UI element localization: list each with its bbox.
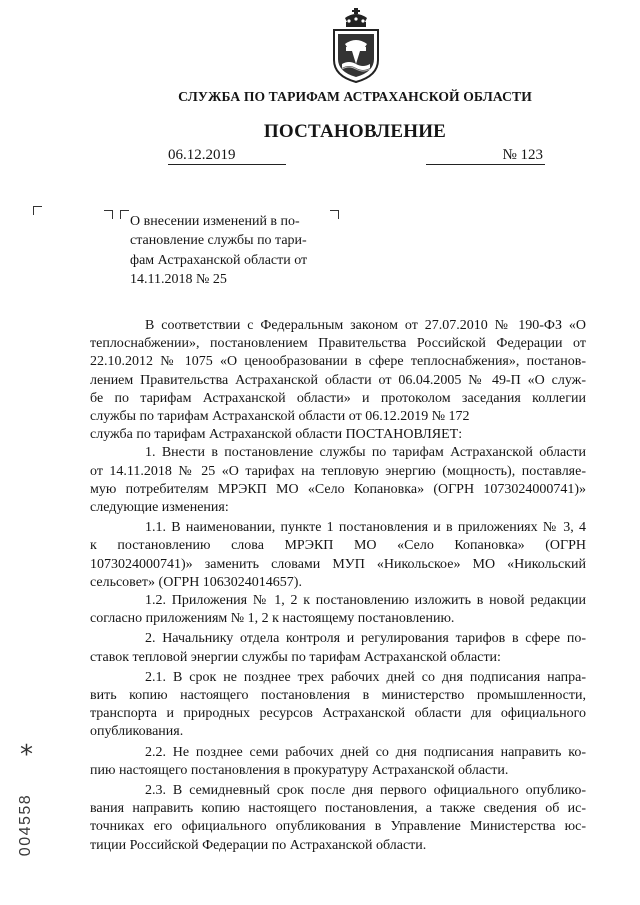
number-value: № 123 xyxy=(502,147,543,163)
organization-name: СЛУЖБА ПО ТАРИФАМ АСТРАХАНСКОЙ ОБЛАСТИ xyxy=(178,89,532,104)
coat-of-arms-icon xyxy=(331,8,381,84)
document-date xyxy=(168,146,286,165)
margin-corner-mark xyxy=(33,206,42,215)
margin-star: * xyxy=(20,740,33,770)
text-line: вания направить копию настоящего постановления, а также сведения об ис- xyxy=(90,801,586,817)
subject-line: О внесении изменений в по- xyxy=(130,214,300,229)
text-line: 2.2. Не позднее семи рабочих дней со дня подписания направить ко- xyxy=(145,744,586,760)
registration-number xyxy=(14,770,38,880)
text-line: от 14.11.2018 № 25 «О тарифах на тепловую энергию (мощность), поставляе- xyxy=(90,463,586,479)
text-line: транспорта и природных ресурсов Астраханской области для официального xyxy=(90,706,586,722)
text-line: лением Правительства Астраханской области от 06.04.2005 № 49-П «О служ- xyxy=(90,372,586,388)
text-line: согласно приложениям № 1, 2 к настоящему постановлению. xyxy=(90,611,455,627)
text-line: мую потребителям МРЭКП МО «Село Копановка» (ОГРН 1073024000741)» xyxy=(90,481,586,497)
text-line: точниках его официального опубликования в Управление Министерства юс- xyxy=(90,819,586,835)
text-line: сельсовет» (ОГРН 1063024014657). xyxy=(90,574,302,590)
registration-number-text: 004558 xyxy=(17,793,34,857)
text-line: тиции Российской Федерации по Астраханской области. xyxy=(90,837,427,853)
text-line: ставок тепловой энергии службы по тарифам Астраханской области: xyxy=(90,649,501,665)
document-subject xyxy=(130,212,330,289)
text-line: 1073024000741)» заменить словами МУП «Никольское» МО «Никольский xyxy=(90,556,586,572)
clause-1 xyxy=(90,444,586,517)
clause-2-1 xyxy=(90,669,586,742)
document-body xyxy=(90,317,586,855)
text-line: следующие изменения: xyxy=(90,500,229,516)
clause-2 xyxy=(90,630,586,666)
text-line: В соответствии с Федеральным законом от 27.07.2010 № 190-ФЗ «О xyxy=(145,318,586,333)
clause-1-2 xyxy=(90,592,586,628)
subject-corner-mark xyxy=(330,210,339,219)
text-line: 2.1. В срок не позднее трех рабочих дней со дня подписания напра- xyxy=(145,669,586,685)
clause-2-3 xyxy=(90,782,586,855)
text-line: опубликования. xyxy=(90,724,184,740)
text-line: к постановлению слова МРЭКП МО «Село Копановка» (ОГРН xyxy=(90,538,586,554)
text-line: 22.10.2012 № 1075 «О ценообразовании в сфере теплоснабжения», постанов- xyxy=(90,354,586,370)
text-line: теплоснабжении», постановлением Правительства Российской Федерации от xyxy=(90,336,586,352)
subject-line: 14.11.2018 № 25 xyxy=(130,271,227,287)
text-line: пию настоящего постановления в прокуратуру Астраханской области. xyxy=(90,762,509,778)
text-line: 1.1. В наименовании, пункте 1 постановления и в приложениях № 3, 4 xyxy=(145,520,586,536)
document-type: ПОСТАНОВЛЕНИЕ xyxy=(263,121,447,142)
subject-line: становление службы по тари- xyxy=(130,233,307,249)
date-value: 06.12.2019 xyxy=(168,147,236,163)
subject-line: фам Астраханской области от xyxy=(130,252,308,268)
text-line: служба по тарифам Астраханской области ПОСТАНОВЛЯЕТ: xyxy=(90,427,463,443)
text-line: 2. Начальнику отдела контроля и регулирования тарифов в сфере по- xyxy=(145,631,586,647)
text-line: 1.2. Приложения № 1, 2 к постановлению изложить в новой редакции xyxy=(145,593,586,609)
subject-corner-mark xyxy=(120,210,129,219)
text-line: вить копию настоящего постановления в министерство промышленности, xyxy=(90,688,586,704)
text-line: 1. Внести в постановление службы по тарифам Астраханской области xyxy=(145,445,586,461)
document-number xyxy=(426,146,545,165)
text-line: бе по тарифам Астраханской области» и протоколом заседания коллегии xyxy=(90,390,586,406)
text-line: службы по тарифам Астраханской области от 06.12.2019 № 172 xyxy=(90,409,470,425)
subject-corner-mark xyxy=(104,210,113,219)
clause-1-1 xyxy=(90,519,586,592)
clause-2-2 xyxy=(90,744,586,780)
preamble xyxy=(90,317,586,444)
text-line: 2.3. В семидневный срок после дня первого официального опублико- xyxy=(145,783,586,799)
